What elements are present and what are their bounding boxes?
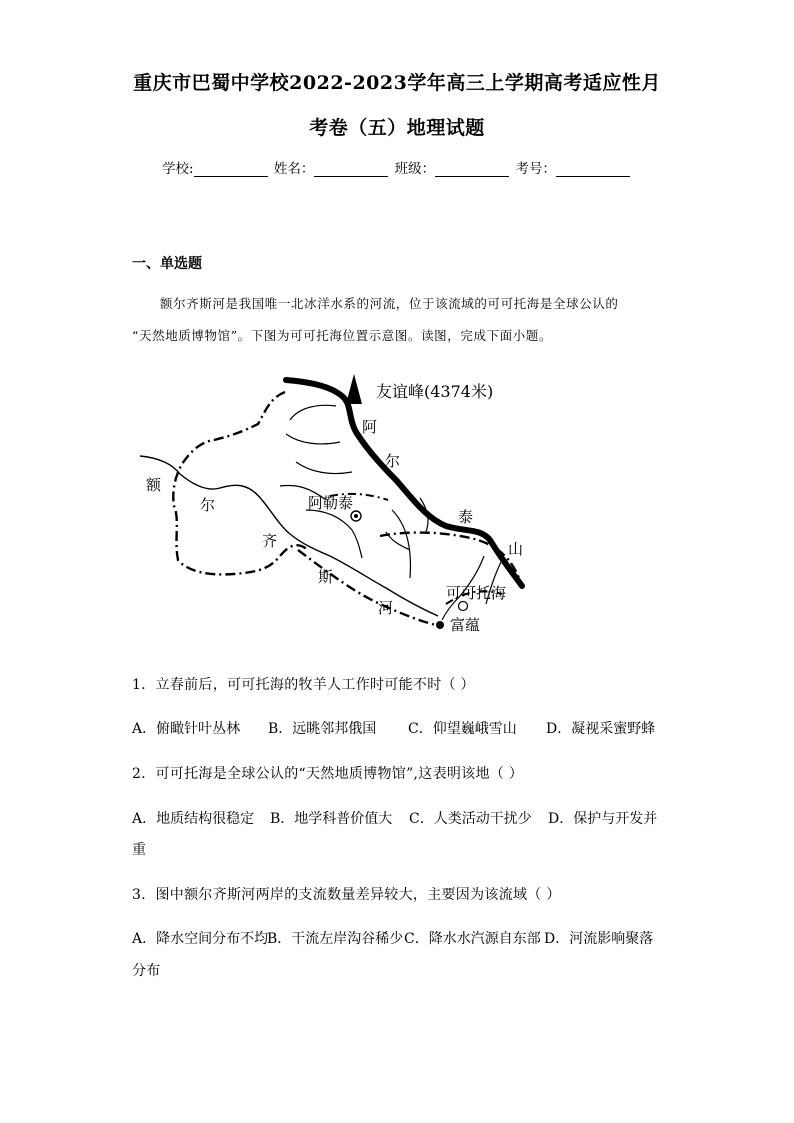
stem-line2: “天然地质博物馆”。下图为可可托海位置示意图。读图，完成下面小题。 [132,328,553,343]
question-3-options [132,928,664,948]
q2-option-c[interactable]: C．人类活动干扰少 [409,811,532,827]
location-map [130,360,540,640]
altay-label: 阿勒泰 [308,494,354,512]
stem-line1: 额尔齐斯河是我国唯一北冰洋水系的河流，位于该流域的可可托海是全球公认的 [160,296,619,311]
q3-option-c[interactable]: C．降水水汽源自东部 [404,931,541,947]
border-line-south [298,550,440,626]
question-1-options [132,718,664,738]
q3-option-d[interactable]: D．河流影响聚落 [544,931,654,947]
fuyun-symbol [436,621,444,629]
q2-option-a[interactable]: A．地质结构很稳定 [132,811,255,827]
class-blank[interactable] [435,162,509,177]
school-label: 学校: [162,161,194,177]
name-label: 姓名： [273,161,315,177]
exam-no-blank[interactable] [556,162,630,177]
class-label: 班级： [394,161,436,177]
mountain-char-3: 泰 [458,508,474,526]
q1-option-d[interactable]: D．凝视采蜜野蜂 [546,721,656,737]
river-char-3: 齐 [262,532,278,550]
peak-triangle [346,374,362,404]
question-3-wrap: 分布 [132,963,161,979]
student-info-row [0,157,794,177]
altai-ridge-line [286,380,522,586]
river-char-2: 尔 [200,496,216,514]
peak-label: 友谊峰(4374米) [376,382,494,401]
river-char-5: 河 [378,599,394,617]
keketuohai-label: 可可托海 [446,584,507,602]
school-blank[interactable] [194,162,268,177]
fuyun-label: 富蕴 [450,616,481,634]
page-title-line2: 考卷（五）地理试题 [309,117,485,139]
q2-option-b[interactable]: B．地学科普价值大 [270,811,393,827]
river-char-4: 斯 [318,568,334,586]
q1-option-c[interactable]: C．仰望巍峨雪山 [408,721,517,737]
mountain-char-2: 尔 [385,452,401,470]
name-blank[interactable] [314,162,388,177]
q2-option-d[interactable]: D．保护与开发并 [548,811,658,827]
q3-option-b[interactable]: B．干流左岸沟谷稀少 [267,931,404,947]
tributary [386,510,410,578]
q3-option-a[interactable]: A．降水空间分布不均 [132,931,269,947]
mountain-char-4: 山 [508,540,524,558]
question-2-options [132,808,664,828]
section-title: 一、单选题 [132,256,202,272]
river-char-1: 额 [146,476,162,494]
q1-option-b[interactable]: B．远眺邻邦俄国 [268,721,377,737]
q1-option-a[interactable]: A．俯瞰针叶丛林 [132,721,241,737]
exam-no-label: 考号： [515,161,556,177]
question-3: 3．图中额尔齐斯河两岸的支流数量差异较大，主要因为该流域（ ） [132,887,561,903]
page-title-line1: 重庆市巴蜀中学校2022-2023学年高三上学期高考适应性月 [133,72,661,94]
question-2-wrap: 重 [132,842,147,858]
question-1: 1．立春前后，可可托海的牧羊人工作时可能不时（ ） [132,677,475,693]
mountain-char-1: 阿 [362,418,378,436]
question-2: 2．可可托海是全球公认的“天然地质博物馆”,这表明该地（ ） [132,766,524,782]
keketuohai-symbol [459,602,468,611]
